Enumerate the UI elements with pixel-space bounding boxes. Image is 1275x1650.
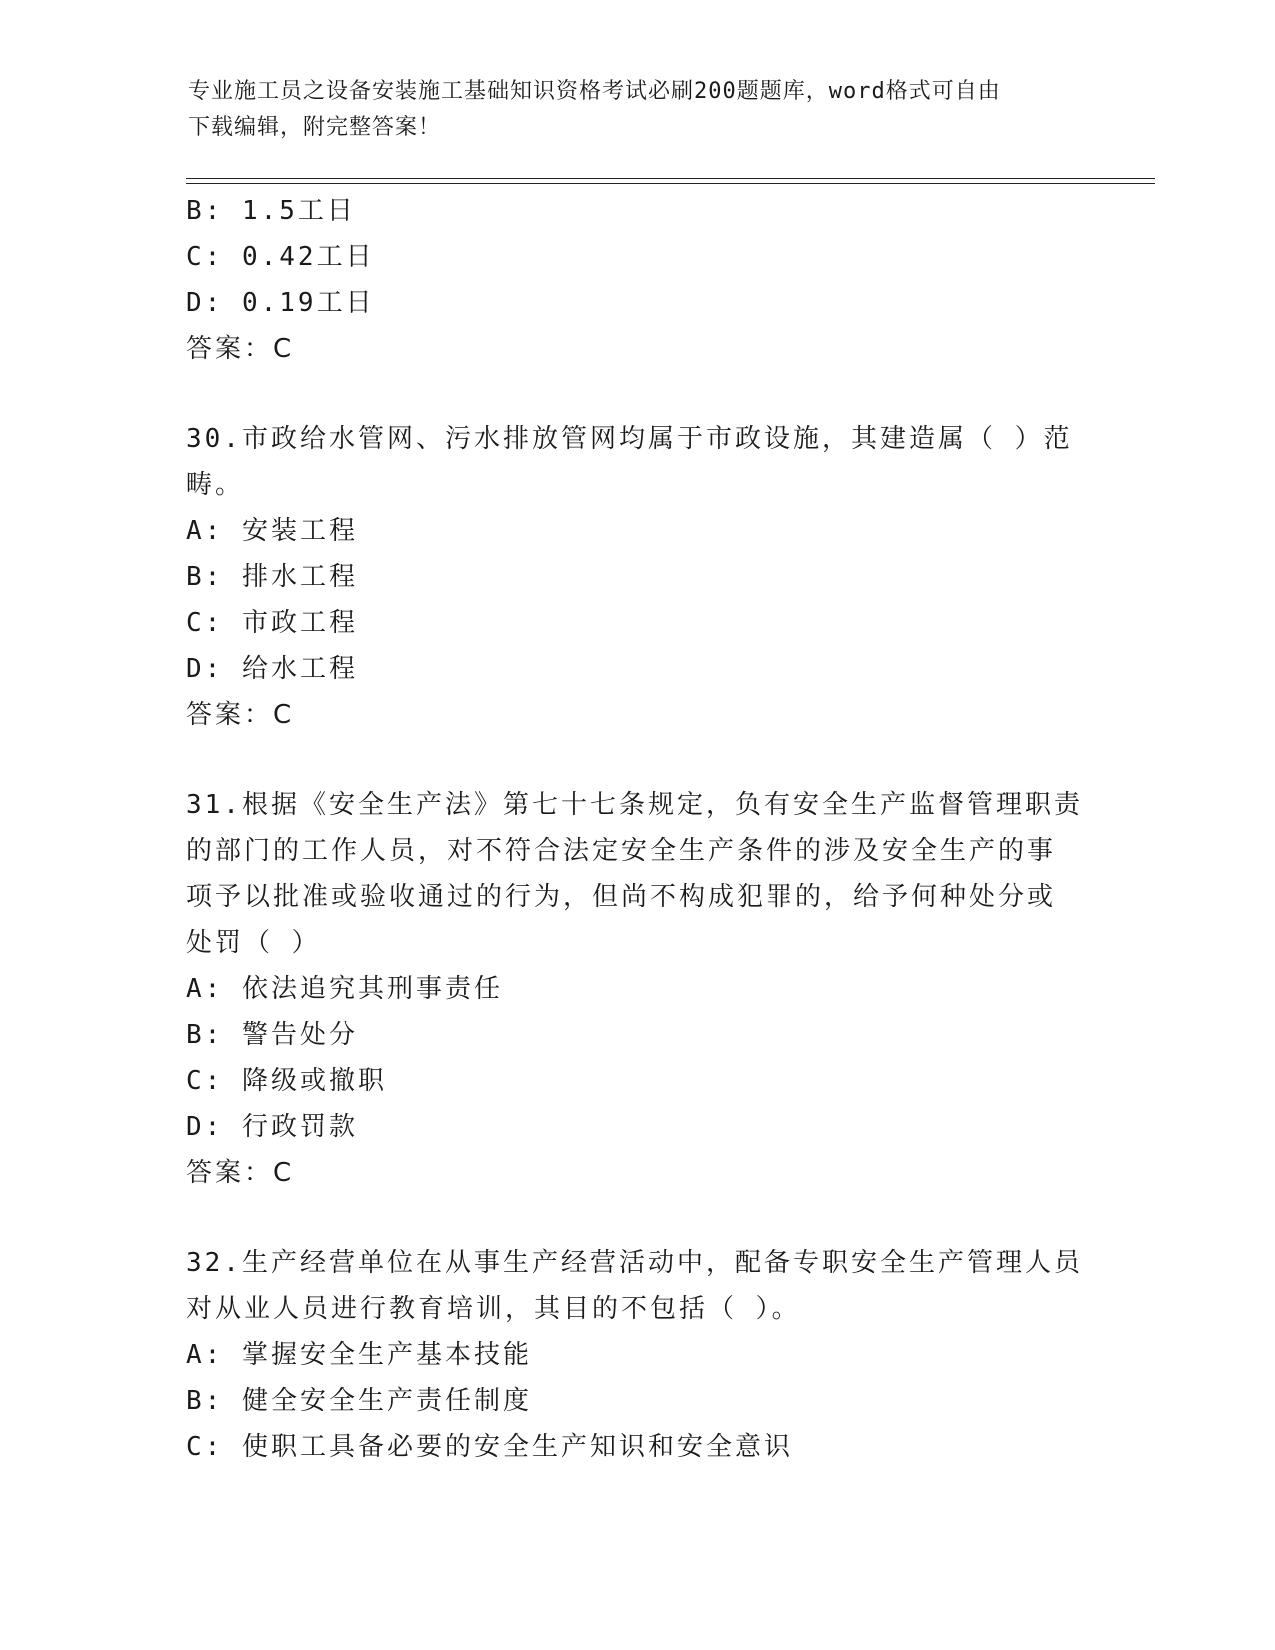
header-line-2: 下载编辑，附完整答案！ [188, 115, 442, 140]
question-list [186, 188, 1086, 1470]
option-d: D: 给水工程 [186, 654, 358, 684]
option-c: C: 0.42工日 [186, 242, 375, 272]
option-a: A: 依法追究其刑事责任 [186, 974, 503, 1004]
option-b: B: 警告处分 [186, 1020, 358, 1050]
document-header [188, 74, 1068, 146]
question-text-line: 处罚（ ） [186, 928, 321, 958]
question-text-line: 项予以批准或验收通过的行为，但尚不构成犯罪的，给予何种处分或 [186, 882, 1057, 912]
option-c: C: 降级或撤职 [186, 1066, 387, 1096]
question-text-line: 31.根据《安全生产法》第七十七条规定，负有安全生产监督管理职责 [186, 790, 1083, 820]
header-rule-bottom [186, 183, 1155, 184]
option-d: D: 0.19工日 [186, 288, 375, 318]
previous-question-tail [186, 188, 1086, 372]
answer: 答案：C [186, 1158, 295, 1188]
option-d: D: 行政罚款 [186, 1112, 358, 1142]
option-c: C: 市政工程 [186, 608, 358, 638]
answer: 答案：C [186, 334, 295, 364]
answer: 答案：C [186, 700, 295, 730]
option-a: A: 安装工程 [186, 516, 358, 546]
question-31 [186, 782, 1086, 1196]
option-b: B: 健全安全生产责任制度 [186, 1386, 532, 1416]
question-text-line: 畴。 [186, 470, 245, 500]
option-b: B: 1.5工日 [186, 196, 356, 226]
question-text-line: 32.生产经营单位在从事生产经营活动中，配备专职安全生产管理人员 [186, 1248, 1083, 1278]
option-c: C: 使职工具备必要的安全生产知识和安全意识 [186, 1432, 793, 1462]
option-b: B: 排水工程 [186, 562, 358, 592]
option-a: A: 掌握安全生产基本技能 [186, 1340, 532, 1370]
header-rule-top [186, 178, 1155, 179]
question-text-line: 对从业人员进行教育培训，其目的不包括（ ）。 [186, 1294, 801, 1324]
question-32 [186, 1240, 1086, 1470]
header-line-1: 专业施工员之设备安装施工基础知识资格考试必刷200题题库，word格式可自由 [188, 79, 1001, 104]
question-30 [186, 416, 1086, 738]
question-text-line: 的部门的工作人员，对不符合法定安全生产条件的涉及安全生产的事 [186, 836, 1057, 866]
question-text-line: 30.市政给水管网、污水排放管网均属于市政设施，其建造属（ ）范 [186, 424, 1073, 454]
